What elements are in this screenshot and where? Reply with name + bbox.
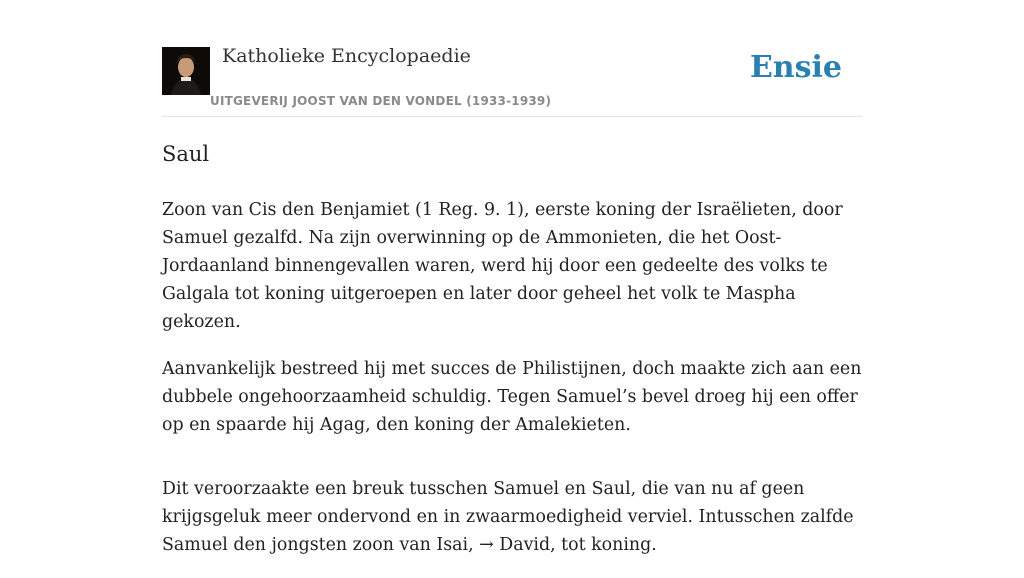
article-paragraph-3 xyxy=(162,475,862,559)
ensie-logo-link[interactable]: Ensie xyxy=(749,50,842,85)
david-cross-reference-link[interactable]: → David xyxy=(479,535,551,555)
article-paragraph-1: Zoon van Cis den Benjamiet (1 Reg. 9. 1), eerste koning der Israëlieten, door Samuel gezalfd. Na zijn overwinning op de Ammonieten, die het Oost-Jordaanland binnengevallen waren, werd hij door een gedeelte des volks te Galgala tot koning uitgeroepen en later door geheel het volk te Maspha gekozen. xyxy=(162,200,843,332)
paragraph-3-text-end: , tot koning. xyxy=(550,535,657,555)
paragraph-3-text-start: Dit veroorzaakte een breuk tusschen Samuel en Saul, die van nu af geen krijgsgeluk meer ondervond en in zwaarmoedigheid verviel. Intusschen zalfde Samuel den jongsten zoon van Isai, xyxy=(162,479,854,555)
article xyxy=(162,138,862,578)
portrait-avatar-icon[interactable] xyxy=(162,47,210,95)
article-title: Saul xyxy=(162,142,210,166)
source-title[interactable]: Katholieke Encyclopaedie xyxy=(222,45,471,67)
article-paragraph-2: Aanvankelijk bestreed hij met succes de Philistijnen, doch maakte zich aan een dubbele ongehoorzaamheid schuldig. Tegen Samuel’s bevel droeg hij een offer op en spaarde hij Agag, den koning der Amalekieten. xyxy=(162,359,862,435)
page-header xyxy=(162,0,862,117)
publisher-label: UITGEVERIJ JOOST VAN DEN VONDEL (1933-1939) xyxy=(210,94,552,108)
